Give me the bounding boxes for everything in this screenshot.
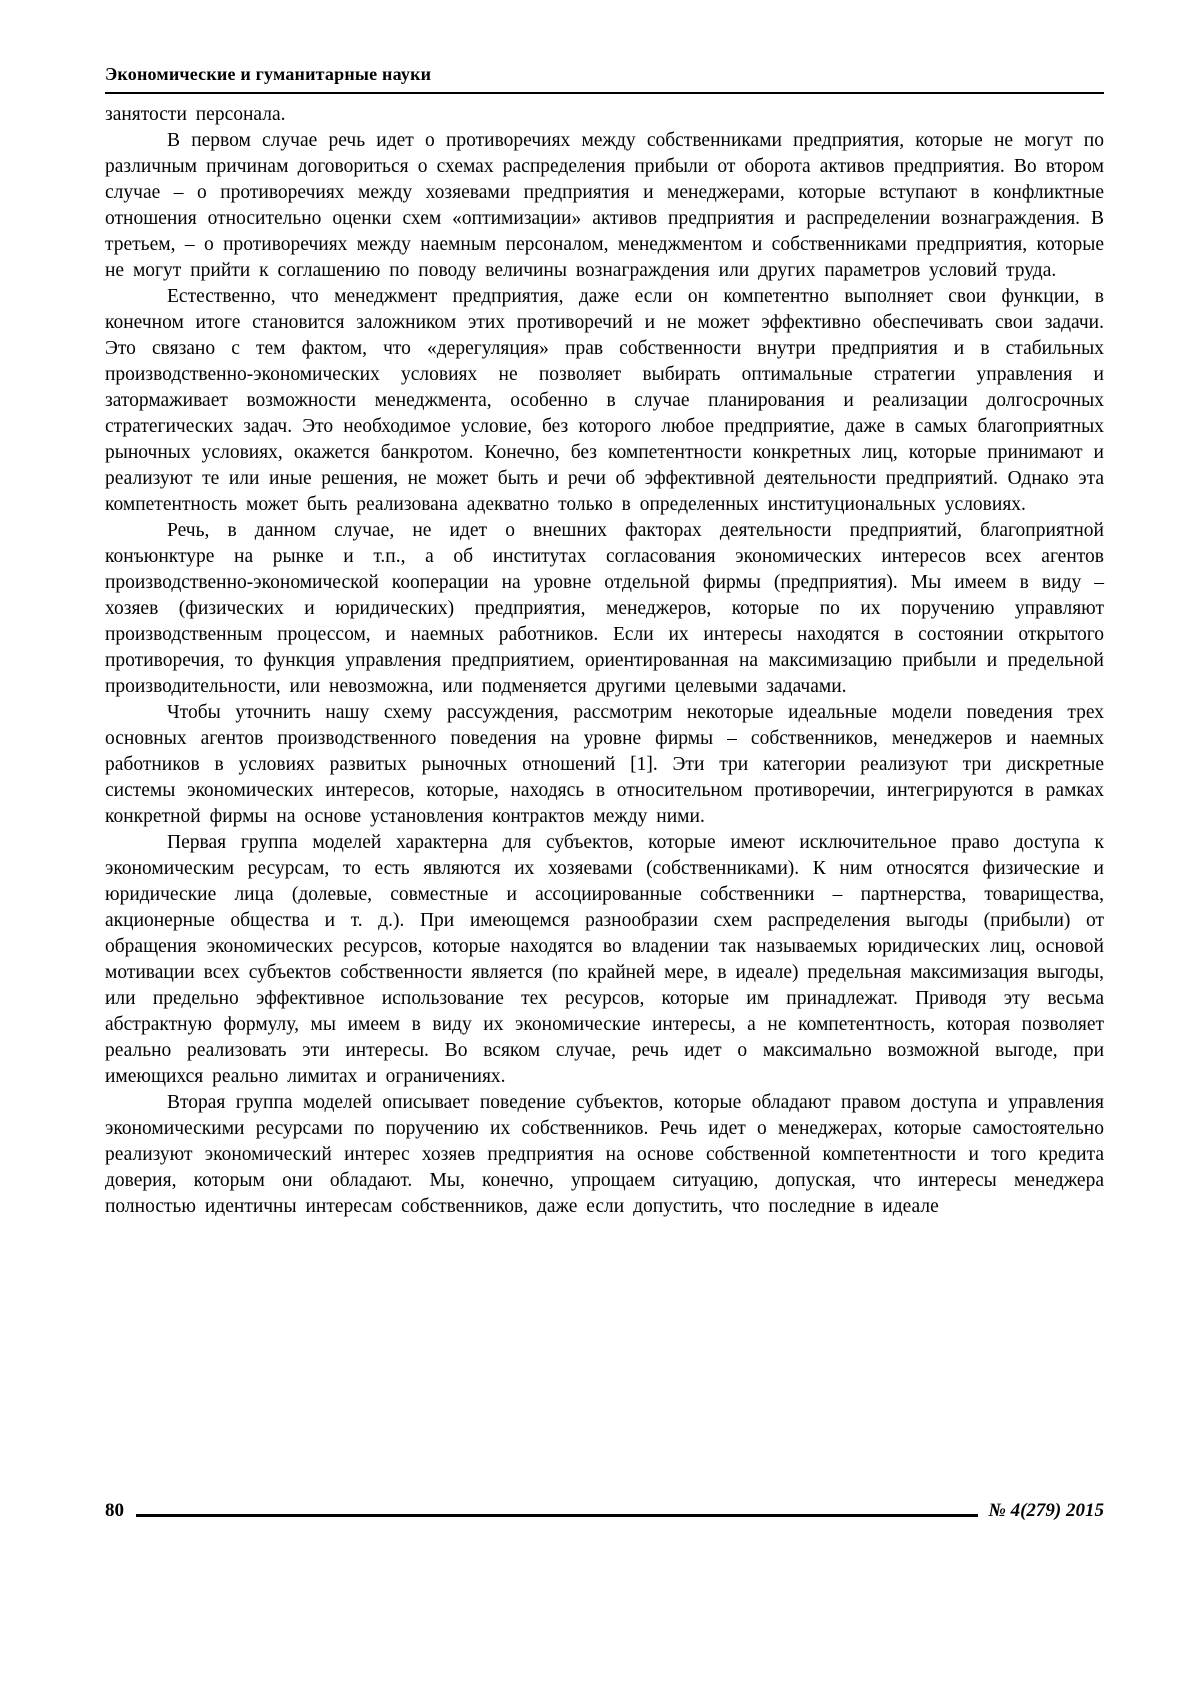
paragraph: занятости персонала.	[105, 104, 286, 125]
paragraph: В первом случае речь идет о противоречиях между собственниками предприятия, которые не могут по различным причинам договориться о схемах распределения прибыли от оборота активов предприятия. Во втором случае – о противоречиях между хозяевами предприятия и менеджерами, которые вступают в конфликтные отношения относительно оценки схем «оптимизации» активов предприятия и распределении вознаграждения. В третьем, – о противоречиях между наемным персоналом, менеджментом и собственниками предприятия, которые не могут прийти к соглашению по поводу величины вознаграждения или других параметров условий труда.	[105, 130, 1104, 281]
page-header	[105, 64, 1104, 94]
footer-rule	[136, 1514, 978, 1517]
page-footer	[105, 1500, 1104, 1522]
journal-section-title: Экономические и гуманитарные науки	[105, 64, 432, 84]
paragraph: Вторая группа моделей описывает поведение субъектов, которые обладают правом доступа и управления экономическими ресурсами по поручению их собственников. Речь идет о менеджерах, которые самостоятельно реализуют экономический интерес хозяев предприятия на основе собственной компетентности и того кредита доверия, которым они обладают. Мы, конечно, упрощаем ситуацию, допуская, что интересы менеджера полностью идентичны интересам собственников, даже если допустить, что последние в идеале	[105, 1092, 1104, 1217]
issue-label: № 4(279) 2015	[988, 1500, 1104, 1521]
paragraph: Естественно, что менеджмент предприятия, даже если он компетентно выполняет свои функции, в конечном итоге становится заложником этих противоречий и не может эффективно обеспечивать свои задачи. Это связано с тем фактом, что «дерегуляция» прав собственности внутри предприятия и в стабильных производственно-экономических условиях не позволяет выбирать оптимальные стратегии управления и затормаживает возможности менеджмента, особенно в случае планирования и реализации долгосрочных стратегических задач. Это необходимое условие, без которого любое предприятие, даже в самых благоприятных рыночных условиях, окажется банкротом. Конечно, без компетентности конкретных лиц, которые принимают и реализуют те или иные решения, не может быть и речи об эффективной деятельности предприятий. Однако эта компетентность может быть реализована адекватно только в определенных институциональных условиях.	[105, 286, 1104, 515]
page-number: 80	[105, 1500, 124, 1521]
paragraph: Чтобы уточнить нашу схему рассуждения, рассмотрим некоторые идеальные модели поведения трех основных агентов производственного поведения на уровне фирмы – собственников, менеджеров и наемных работников в условиях развитых рыночных отношений [1]. Эти три категории реализуют три дискретные системы экономических интересов, которые, находясь в относительном противоречии, интегрируются в рамках конкретной фирмы на основе установления контрактов между ними.	[105, 702, 1104, 827]
article-body	[105, 102, 1104, 1220]
paragraph: Первая группа моделей характерна для субъектов, которые имеют исключительное право доступа к экономическим ресурсам, то есть являются их хозяевами (собственниками). К ним относятся физические и юридические лица (долевые, совместные и ассоциированные собственники – партнерства, товарищества, акционерные общества и т. д.). При имеющемся разнообразии схем распределения выгоды (прибыли) от обращения экономических ресурсов, которые находятся во владении так называемых юридических лиц, основой мотивации всех субъектов собственности является (по крайней мере, в идеале) предельная максимизация выгоды, или предельно эффективное использование тех ресурсов, которые им принадлежат. Приводя эту весьма абстрактную формулу, мы имеем в виду их экономические интересы, а не компетентность, которая позволяет реально реализовать эти интересы. Во всяком случае, речь идет о максимально возможной выгоде, при имеющихся реально лимитах и ограничениях.	[105, 832, 1104, 1087]
paragraph: Речь, в данном случае, не идет о внешних факторах деятельности предприятий, благоприятной конъюнктуре на рынке и т.п., а об институтах согласования экономических интересов всех агентов производственно-экономической кооперации на уровне отдельной фирмы (предприятия). Мы имеем в виду – хозяев (физических и юридических) предприятия, менеджеров, которые по их поручению управляют производственным процессом, и наемных работников. Если их интересы находятся в состоянии открытого противоречия, то функция управления предприятием, ориентированная на максимизацию прибыли и предельной производительности, или невозможна, или подменяется другими целевыми задачами.	[105, 520, 1104, 697]
